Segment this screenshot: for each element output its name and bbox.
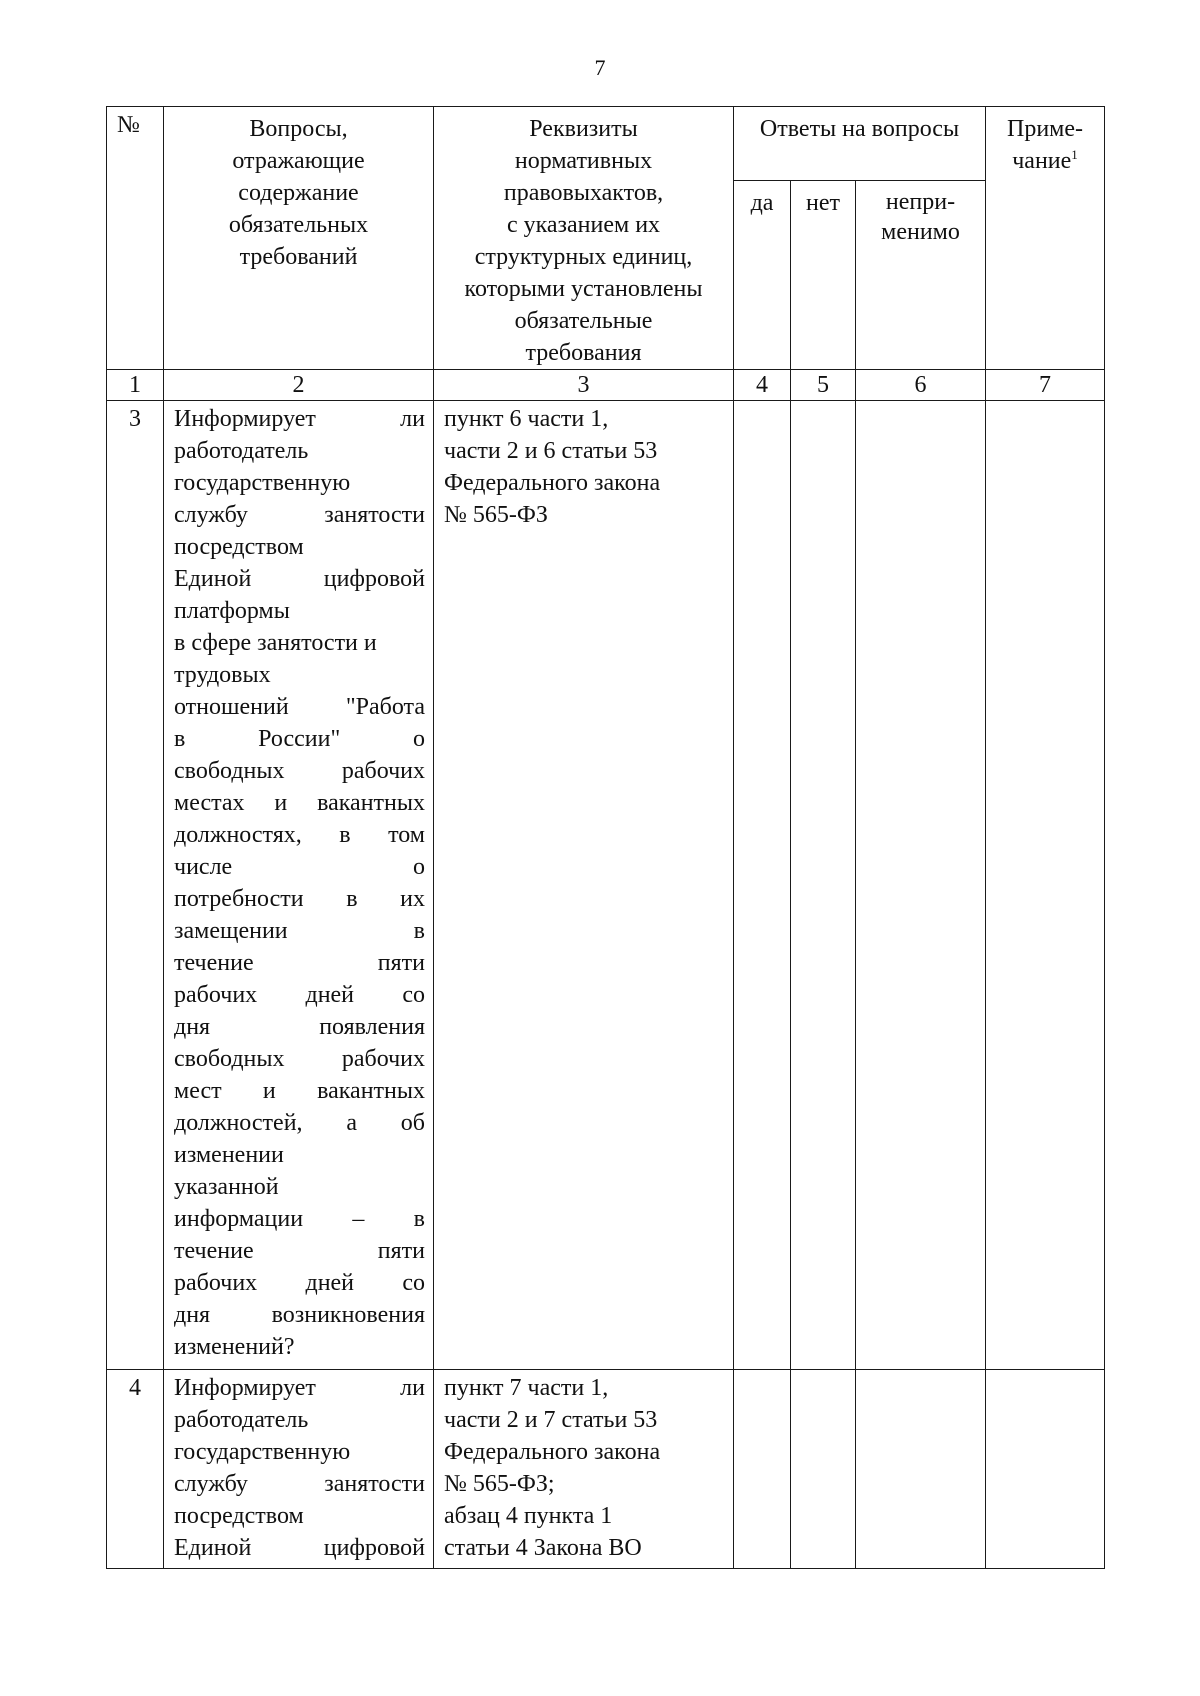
question-line: работодатель: [174, 438, 309, 464]
question-line: трудовых: [174, 662, 271, 688]
question-line: отношений "Работа: [174, 694, 425, 720]
column-number: 7: [986, 370, 1105, 401]
question-line: государственную: [174, 1439, 351, 1465]
header-questions-line: обязательных: [228, 212, 369, 238]
header-answer-yes: да: [734, 181, 791, 370]
header-number: №: [107, 107, 164, 370]
header-note-line: [990, 145, 1100, 177]
question-line: рабочих дней со: [174, 1270, 425, 1296]
row-number: 3: [107, 401, 164, 1370]
question-line: мест и вакантных: [174, 1078, 425, 1104]
question-line: свободных рабочих: [174, 758, 425, 784]
answer-yes-cell: [734, 401, 791, 1370]
question-line: дня появления: [174, 1014, 425, 1040]
header-answers-group: Ответы на вопросы: [734, 107, 986, 181]
answer-na-cell: [856, 1370, 986, 1569]
requisite-line: Федерального закона: [444, 470, 661, 496]
answer-no-cell: [791, 401, 856, 1370]
requisite-line: № 565-ФЗ;: [444, 1471, 555, 1497]
header-requisites-line: правовыхактов,: [503, 180, 664, 206]
header-questions-line: отражающие: [232, 148, 365, 174]
header-questions-line: Вопросы,: [249, 116, 348, 142]
requisite-line: части 2 и 6 статьи 53: [444, 438, 658, 464]
column-number: 6: [856, 370, 986, 401]
question-cell: [164, 1370, 434, 1569]
question-line: в сфере занятости и: [174, 630, 377, 656]
question-cell: [164, 401, 434, 1370]
column-number: 3: [434, 370, 734, 401]
question-line: службу занятости: [174, 502, 425, 528]
note-cell: [986, 401, 1105, 1370]
question-line: числе о: [174, 854, 425, 880]
question-line: дня возникновения: [174, 1302, 425, 1328]
page-number: 7: [594, 55, 606, 80]
question-line: местах и вакантных: [174, 790, 425, 816]
question-line: изменении: [174, 1142, 284, 1168]
question-line: изменений?: [174, 1334, 295, 1360]
requisite-line: № 565-ФЗ: [444, 502, 548, 528]
requisite-line: пункт 6 части 1,: [444, 406, 609, 432]
header-questions-line: требований: [239, 244, 358, 270]
requisite-line: части 2 и 7 статьи 53: [444, 1407, 658, 1433]
header-answer-na-line: непри-: [885, 189, 956, 216]
footnote-mark: 1: [1071, 147, 1078, 162]
column-number: 4: [734, 370, 791, 401]
column-number: 1: [107, 370, 164, 401]
column-numbers-row: [107, 370, 1105, 401]
question-line: замещении в: [174, 918, 425, 944]
header-requisites-line: структурных единиц,: [474, 244, 693, 270]
row-number: 4: [107, 1370, 164, 1569]
question-line: Единой цифровой: [174, 566, 425, 592]
header-note: [986, 107, 1105, 370]
header-answer-na: [856, 181, 986, 370]
question-line: потребности в их: [174, 886, 425, 912]
question-line: платформы: [174, 598, 290, 624]
requisites-cell: [434, 1370, 734, 1569]
column-number: 2: [164, 370, 434, 401]
question-line: службу занятости: [174, 1471, 425, 1497]
header-requisites-line: требования: [525, 340, 642, 366]
requisite-line: пункт 7 части 1,: [444, 1375, 609, 1401]
checklist-table: [106, 106, 1105, 1569]
header-questions-line: содержание: [238, 180, 359, 206]
answer-na-cell: [856, 401, 986, 1370]
question-line: должностей, а об: [174, 1110, 425, 1136]
answer-yes-cell: [734, 1370, 791, 1569]
requisite-line: абзац 4 пункта 1: [444, 1503, 613, 1529]
header-requisites-line: которыми установлены: [464, 276, 703, 302]
table-row: [107, 1370, 1105, 1569]
question-line: течение пяти: [174, 950, 425, 976]
header-requisites-line: обязательные: [514, 308, 653, 334]
question-line: Единой цифровой: [174, 1535, 425, 1561]
column-number: 5: [791, 370, 856, 401]
answer-no-cell: [791, 1370, 856, 1569]
question-line: Информирует ли: [174, 1375, 425, 1401]
header-questions: [164, 107, 434, 370]
question-line: течение пяти: [174, 1238, 425, 1264]
question-line: посредством: [174, 1503, 304, 1529]
note-cell: [986, 1370, 1105, 1569]
header-note-line: Приме-: [1006, 116, 1083, 142]
header-answer-no: нет: [791, 181, 856, 370]
question-line: в России" о: [174, 726, 425, 752]
header-note-text: чание: [1012, 148, 1072, 174]
table-row: [107, 401, 1105, 1370]
question-line: указанной: [174, 1174, 279, 1200]
question-line: Информирует ли: [174, 406, 425, 432]
header-requisites-line: с указанием их: [506, 212, 661, 238]
question-line: должностях, в том: [174, 822, 425, 848]
question-line: свободных рабочих: [174, 1046, 425, 1072]
header-requisites: [434, 107, 734, 370]
header-answer-na-line: менимо: [881, 219, 960, 246]
question-line: посредством: [174, 534, 304, 560]
question-line: работодатель: [174, 1407, 309, 1433]
question-line: государственную: [174, 470, 351, 496]
header-requisites-line: Реквизиты: [529, 116, 638, 142]
header-requisites-line: нормативных: [514, 148, 653, 174]
requisites-cell: [434, 401, 734, 1370]
question-line: рабочих дней со: [174, 982, 425, 1008]
question-line: информации – в: [174, 1206, 425, 1232]
requisite-line: Федерального закона: [444, 1439, 661, 1465]
requisite-line: статьи 4 Закона ВО: [444, 1535, 642, 1561]
